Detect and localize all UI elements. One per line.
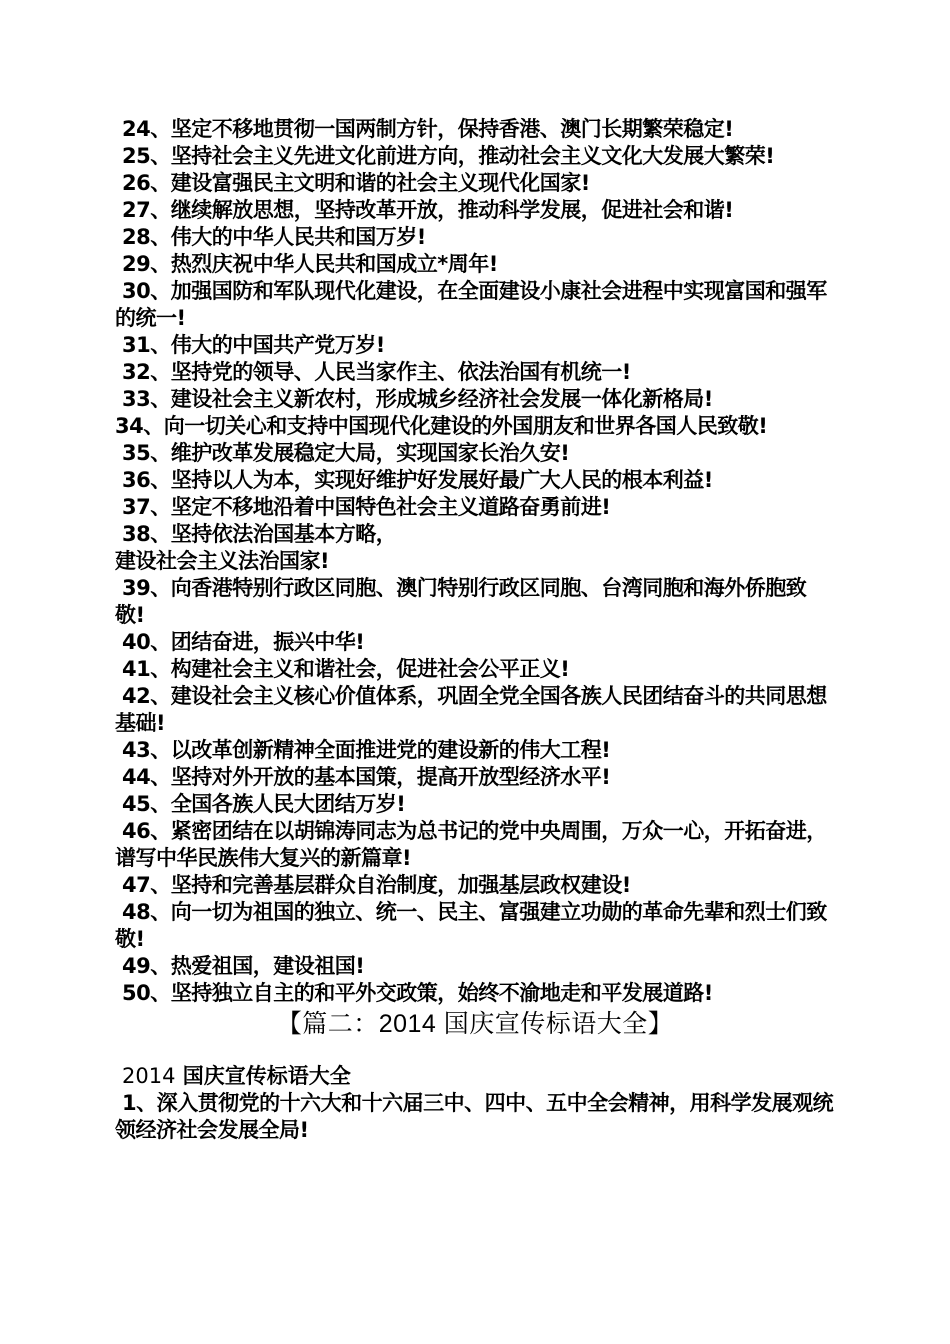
- slogan-37: 37、坚定不移地沿着中国特色社会主义道路奋勇前进!: [122, 495, 611, 519]
- slogan-38-continued: 建设社会主义法治国家!: [115, 549, 330, 573]
- slogan-30: 30、加强国防和军队现代化建设，在全面建设小康社会进程中实现富国和强军的统一!: [115, 279, 827, 330]
- sub-heading-text: 国庆宣传标语大全: [182, 1064, 351, 1088]
- slogan-29: 29、热烈庆祝中华人民共和国成立*周年!: [122, 252, 498, 276]
- slogan-36: 36、坚持以人为本，实现好维护好发展好最广大人民的根本利益!: [122, 468, 713, 492]
- slogan-25: 25、坚持社会主义先进文化前进方向，推动社会主义文化大发展大繁荣!: [122, 144, 775, 168]
- slogan-33: 33、建设社会主义新农村，形成城乡经济社会发展一体化新格局!: [122, 387, 713, 411]
- slogan-47: 47、坚持和完善基层群众自治制度，加强基层政权建设!: [122, 873, 631, 897]
- slogan-26: 26、建设富强民主文明和谐的社会主义现代化国家!: [122, 171, 590, 195]
- slogan-32: 32、坚持党的领导、人民当家作主、依法治国有机统一!: [122, 360, 631, 384]
- slogan-45: 45、全国各族人民大团结万岁!: [122, 792, 406, 816]
- slogan-28: 28、伟大的中华人民共和国万岁!: [122, 225, 426, 249]
- slogan-39: 39、向香港特别行政区同胞、澳门特别行政区同胞、台湾同胞和海外侨胞致敬!: [115, 576, 807, 627]
- slogan-46: 46、紧密团结在以胡锦涛同志为总书记的党中央周围，万众一心，开拓奋进，谱写中华民族伟大复兴的新篇章!: [115, 819, 827, 870]
- sub-heading-year: 2014: [122, 1064, 176, 1088]
- slogan-41: 41、构建社会主义和谐社会，促进社会公平正义!: [122, 657, 570, 681]
- slogan-27: 27、继续解放思想，坚持改革开放，推动科学发展，促进社会和谐!: [122, 198, 734, 222]
- slogan-44: 44、坚持对外开放的基本国策，提高开放型经济水平!: [122, 765, 611, 789]
- document-body: [115, 116, 835, 1144]
- sub-heading: [115, 1063, 835, 1090]
- slogan-50: 50、坚持独立自主的和平外交政策，始终不渝地走和平发展道路!: [122, 981, 713, 1005]
- slogan-38: 38、坚持依法治国基本方略，: [122, 522, 397, 546]
- slogan-42: 42、建设社会主义核心价值体系，巩固全党全国各族人民团结奋斗的共同思想基础!: [115, 684, 827, 735]
- slogan-34: 34、向一切关心和支持中国现代化建设的外国朋友和世界各国人民致敬!: [115, 414, 768, 438]
- slogan-35: 35、维护改革发展稳定大局，实现国家长治久安!: [122, 441, 570, 465]
- section-slogan-1: 1、深入贯彻党的十六大和十六届三中、四中、五中全会精神，用科学发展观统领经济社会发展全局!: [115, 1091, 834, 1142]
- slogan-24: 24、坚定不移地贯彻一国两制方针，保持香港、澳门长期繁荣稳定!: [122, 117, 734, 141]
- slogan-43: 43、以改革创新精神全面推进党的建设新的伟大工程!: [122, 738, 611, 762]
- slogan-40: 40、团结奋进，振兴中华!: [122, 630, 365, 654]
- slogan-49: 49、热爱祖国，建设祖国!: [122, 954, 365, 978]
- section-title: 【篇二：2014 国庆宣传标语大全】: [276, 1010, 674, 1038]
- slogan-31: 31、伟大的中国共产党万岁!: [122, 333, 385, 357]
- slogan-48: 48、向一切为祖国的独立、统一、民主、富强建立功勋的革命先辈和烈士们致敬!: [115, 900, 827, 951]
